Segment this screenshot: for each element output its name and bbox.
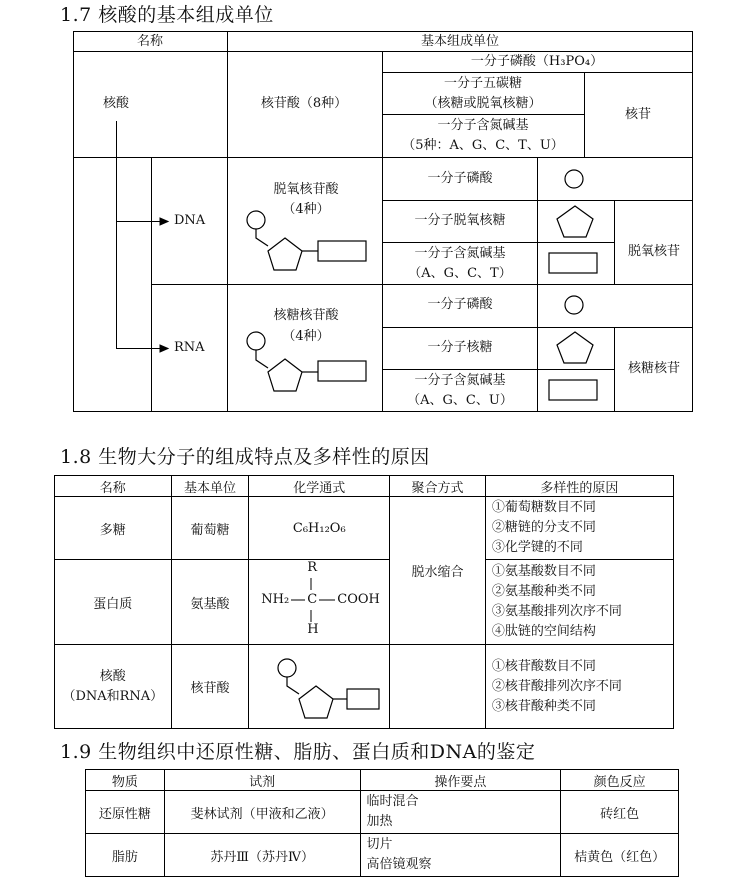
section-title-1-7: 1.7 核酸的基本组成单位 [60,4,274,26]
col-header: 多样性的原因 [485,476,673,497]
reason-item: ①氨基酸数目不同 [491,564,596,579]
reason-item: ④肽链的空间结构 [491,624,596,639]
base-note: （5种：A、G、C、T、U） [402,138,564,153]
nucleoside-label: 核苷 [624,107,652,122]
pentose-label: 一分子五碳糖 [443,76,523,91]
nucleic-note: （DNA和RNA） [62,688,164,704]
glucose-cell: 葡萄糖 [171,497,249,560]
dna-base-note: （A、G、C、T） [408,266,512,281]
col-header: 聚合方式 [390,476,486,497]
color-cell: 砖红色 [561,791,679,834]
glucose-formula: C₆H₁₂O₆ [249,497,390,560]
nucleotide-structure [249,645,390,729]
col-header: 试剂 [164,770,360,791]
base-label: 一分子含氮碱基 [437,118,529,133]
table-row [86,834,679,877]
formula-c: C [307,592,318,607]
rna-base-note: （A、G、C、U） [407,393,513,408]
nucleic-acid-label: 核酸 [102,96,130,111]
reason-item: ①葡萄糖数目不同 [491,500,596,515]
rna-sugar-label: 一分子核糖 [427,340,493,355]
rna-nucleoside-label: 核糖核苷 [627,361,681,376]
formula-cooh: COOH [337,592,380,607]
header-unit: 基本组成单位 [420,34,500,49]
dna-phosphate-label: 一分子磷酸 [427,171,493,186]
nucleotide-label: 核苷酸（8种） [260,96,348,111]
identification-table [85,769,679,877]
formula-nh2: NH₂ [261,592,290,607]
op-item: 高倍镜观察 [366,857,432,872]
col-header: 操作要点 [360,770,561,791]
protein-cell: 蛋白质 [55,560,172,645]
op-item: 加热 [366,814,393,829]
formula-bonds [249,560,389,644]
reason-item: ③化学键的不同 [491,540,583,555]
col-header: 名称 [55,476,172,497]
dehydration-cell: 脱水缩合 [390,497,486,645]
color-cell: 桔黄色（红色） [561,834,679,877]
pentose-note: （核糖或脱氧核糖） [424,96,542,111]
rna-nucleotide-count: （4种） [282,329,330,344]
col-header: 基本单位 [171,476,249,497]
protein-reasons [485,560,673,645]
substance-cell: 还原性糖 [86,791,165,834]
dna-sugar-label: 一分子脱氧核糖 [414,213,506,228]
op-item: 临时混合 [366,794,419,809]
nucleotide-icon [249,646,389,728]
ops-cell [360,791,561,834]
dna-label: DNA [174,213,206,228]
nucleic-reasons [485,645,673,729]
rna-phosphate-label: 一分子磷酸 [427,297,493,312]
op-item: 切片 [366,837,393,852]
rna-label: RNA [174,340,205,355]
macromolecule-table [54,475,674,729]
reason-item: ①核苷酸数目不同 [491,658,596,674]
nucleic-cell [55,645,172,729]
reason-item: ③氨基酸排列次序不同 [491,604,622,619]
phosphate-full-label: 一分子磷酸（H₃PO₄） [470,54,604,69]
amino-acid-cell: 氨基酸 [171,560,249,645]
polysaccharide-cell: 多糖 [55,497,172,560]
reagent-cell: 斐林试剂（甲液和乙液） [164,791,360,834]
blank-cell [390,645,486,729]
dna-nucleotide-count: （4种） [282,202,330,217]
reason-item: ②氨基酸种类不同 [491,584,596,599]
section-title-1-9: 1.9 生物组织中还原性糖、脂肪、蛋白质和DNA的鉴定 [60,741,536,763]
header-name: 名称 [136,34,164,49]
nucleic-label: 核酸 [99,668,126,684]
col-header: 颜色反应 [561,770,679,791]
col-header: 化学通式 [249,476,390,497]
reason-item: ②糖链的分支不同 [491,520,596,535]
nucleotide-cell: 核苷酸 [171,645,249,729]
col-header: 物质 [86,770,165,791]
ops-cell [360,834,561,877]
formula-r: R [307,560,318,575]
dna-nucleoside-label: 脱氧核苷 [627,244,681,259]
reagent-cell: 苏丹Ⅲ（苏丹Ⅳ） [164,834,360,877]
rna-base-label: 一分子含氮碱基 [414,373,506,388]
substance-cell: 脂肪 [86,834,165,877]
table-row [86,791,679,834]
reason-item: ②核苷酸排列次序不同 [491,678,622,694]
amino-acid-formula [249,560,390,645]
section-title-1-8: 1.8 生物大分子的组成特点及多样性的原因 [60,446,430,468]
rna-nucleotide-label: 核糖核苷酸 [273,308,339,323]
poly-reasons [485,497,673,560]
dna-base-label: 一分子含氮碱基 [414,246,506,261]
formula-h: H [307,622,319,637]
reason-item: ③核苷酸种类不同 [491,698,596,714]
dna-nucleotide-label: 脱氧核苷酸 [273,182,339,197]
